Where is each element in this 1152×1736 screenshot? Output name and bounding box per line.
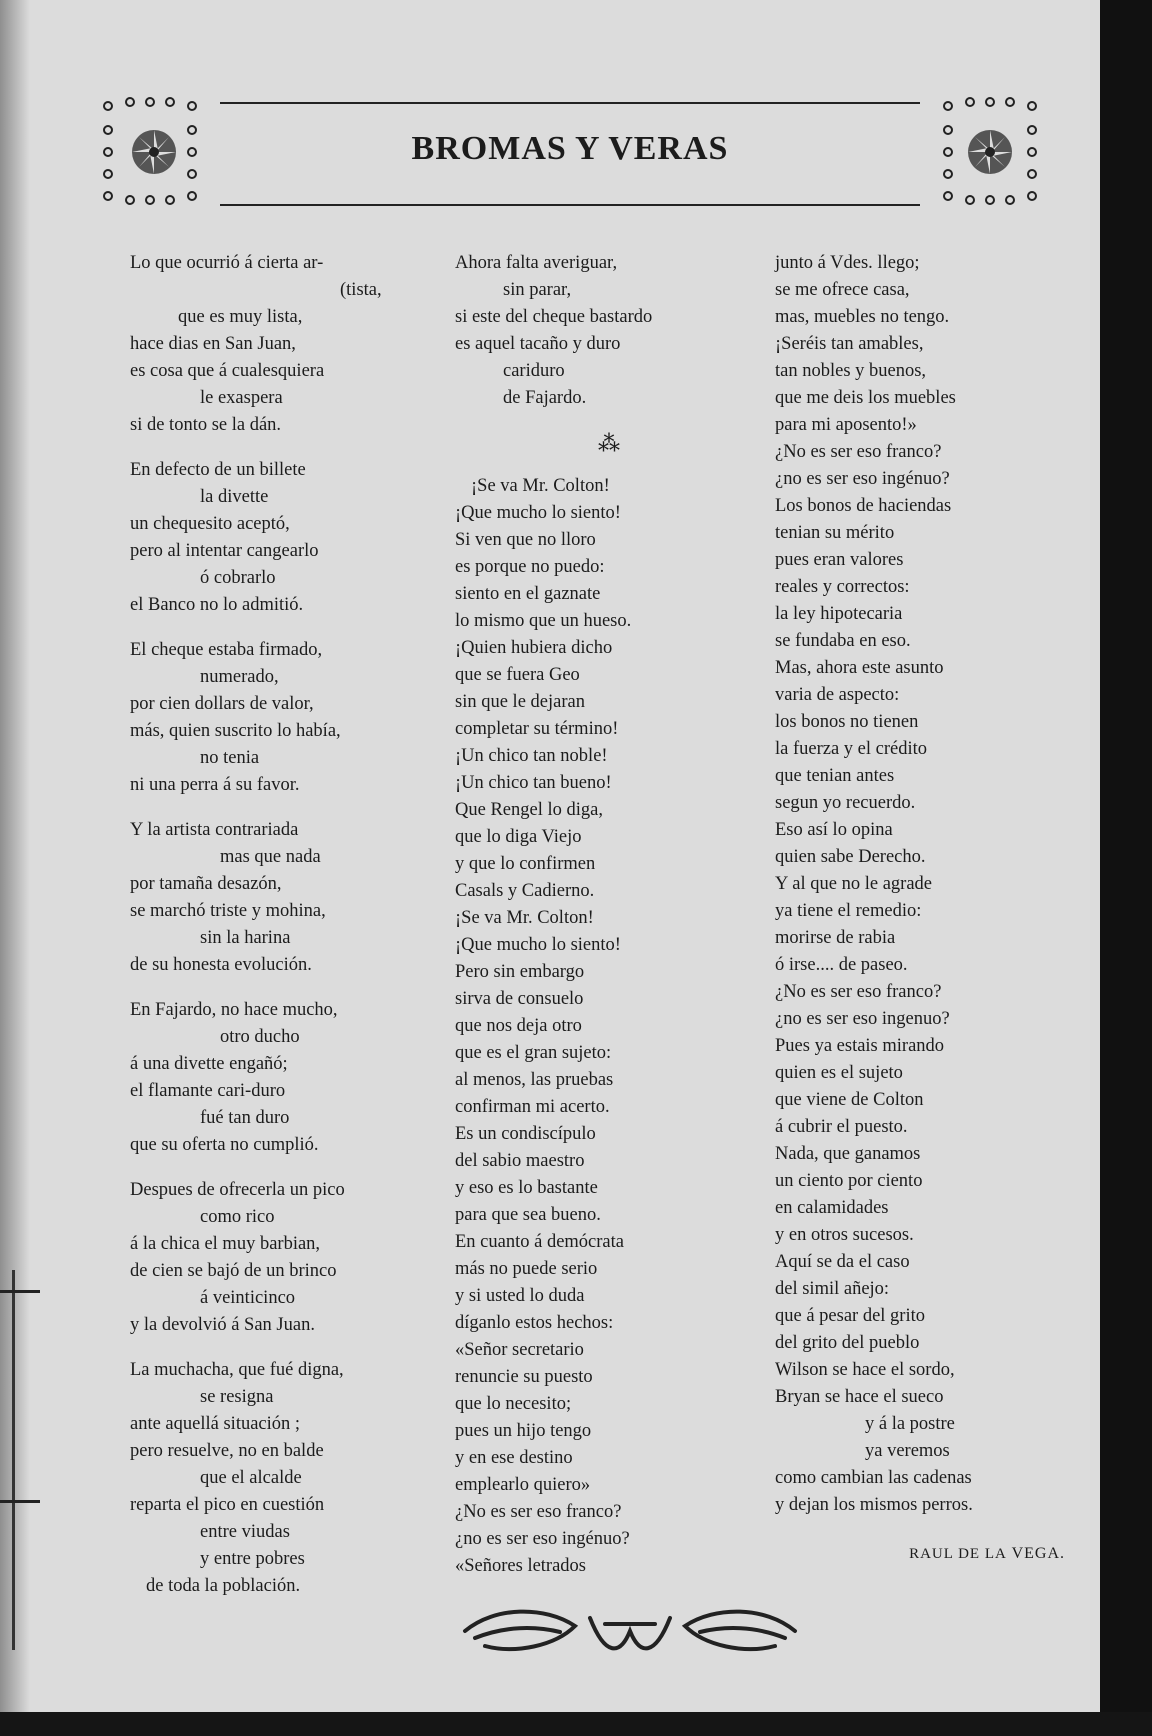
verse-line: á una divette engañó; bbox=[130, 1054, 288, 1074]
verse-line: ¿No es ser eso franco? bbox=[455, 1502, 622, 1522]
verse-line: sin parar, bbox=[503, 280, 572, 300]
verse-line: de Fajardo. bbox=[503, 388, 587, 408]
verse-line: más, quien suscrito lo había, bbox=[130, 721, 341, 741]
verse-line: ó irse.... de paseo. bbox=[775, 955, 908, 975]
verse-line: «Señores letrados bbox=[455, 1556, 587, 1576]
verse-line: se marchó triste y mohina, bbox=[130, 901, 326, 921]
verse-line: que me deis los muebles bbox=[775, 388, 956, 408]
verse-line: Ahora falta averiguar, bbox=[455, 253, 618, 273]
signature-block bbox=[775, 1524, 1075, 1568]
verse-line: es aquel tacaño y duro bbox=[455, 334, 621, 354]
verse-line: le exaspera bbox=[200, 388, 283, 408]
verse-line: fué tan duro bbox=[200, 1108, 290, 1128]
verse-line: ¿No es ser eso franco? bbox=[775, 442, 942, 462]
verse-line: otro ducho bbox=[220, 1027, 300, 1047]
verse-line: ¡Que mucho lo siento! bbox=[455, 935, 621, 955]
verse-line: renuncie su puesto bbox=[455, 1367, 593, 1387]
verse-line: y en otros sucesos. bbox=[775, 1225, 914, 1245]
verse-line: de toda la población. bbox=[146, 1576, 301, 1596]
verse-line: la fuerza y el crédito bbox=[775, 739, 928, 759]
verse-line: ¡Se va Mr. Colton! bbox=[455, 908, 594, 928]
verse-line: que el alcalde bbox=[200, 1468, 302, 1488]
verse-line: quien sabe Derecho. bbox=[775, 847, 926, 867]
verse-line: que á pesar del grito bbox=[775, 1306, 925, 1326]
verse-line: segun yo recuerdo. bbox=[775, 793, 916, 813]
verse-line: para mi aposento!» bbox=[775, 415, 917, 435]
verse-line: al menos, las pruebas bbox=[455, 1070, 614, 1090]
verse-line: que viene de Colton bbox=[775, 1090, 924, 1110]
verse-line: que lo necesito; bbox=[455, 1394, 572, 1414]
verse-line: como rico bbox=[200, 1207, 275, 1227]
verse-line: La muchacha, que fué digna, bbox=[130, 1360, 344, 1380]
verse-line: díganlo estos hechos: bbox=[455, 1313, 614, 1333]
verse-line: es porque no puedo: bbox=[455, 557, 605, 577]
verse-line: por tamaña desazón, bbox=[130, 874, 282, 894]
stanza bbox=[130, 1357, 440, 1600]
verse-line: junto á Vdes. llego; bbox=[775, 253, 920, 273]
verse-line: que se fuera Geo bbox=[455, 665, 580, 685]
verse-line: siento en el gaznate bbox=[455, 584, 601, 604]
verse-line: ¡Se va Mr. Colton! bbox=[471, 476, 610, 496]
verse-line: ¡Un chico tan noble! bbox=[455, 746, 608, 766]
verse-line: del simil añejo: bbox=[775, 1279, 890, 1299]
verse-line: del grito del pueblo bbox=[775, 1333, 920, 1353]
verse-line: entre viudas bbox=[200, 1522, 290, 1542]
verse-line: un ciento por ciento bbox=[775, 1171, 923, 1191]
verse-line: emplearlo quiero» bbox=[455, 1475, 591, 1495]
verse-line: lo mismo que un hueso. bbox=[455, 611, 632, 631]
verse-line: hace dias en San Juan, bbox=[130, 334, 296, 354]
verse-line: ¡Que mucho lo siento! bbox=[455, 503, 621, 523]
verse-line: (tista, bbox=[340, 280, 382, 300]
verse-line: el Banco no lo admitió. bbox=[130, 595, 304, 615]
verse-line: Wilson se hace el sordo, bbox=[775, 1360, 955, 1380]
verse-line: Mas, ahora este asunto bbox=[775, 658, 944, 678]
verse-line: ¿no es ser eso ingénuo? bbox=[775, 469, 950, 489]
verse-line: y á la postre bbox=[865, 1414, 955, 1434]
verse-line: Aquí se da el caso bbox=[775, 1252, 910, 1272]
poem-column-3 bbox=[775, 250, 1095, 1537]
verse-line: pues eran valores bbox=[775, 550, 904, 570]
verse-line: se me ofrece casa, bbox=[775, 280, 910, 300]
verse-line: Pues ya estais mirando bbox=[775, 1036, 945, 1056]
asterism: ⁂ bbox=[598, 431, 622, 456]
verse-line: Es un condiscípulo bbox=[455, 1124, 596, 1144]
verse-line: como cambian las cadenas bbox=[775, 1468, 972, 1488]
verse-line: ¡Un chico tan bueno! bbox=[455, 773, 612, 793]
verse-line: de su honesta evolución. bbox=[130, 955, 312, 975]
verse-line: ya veremos bbox=[865, 1441, 950, 1461]
verse-line: ó cobrarlo bbox=[200, 568, 276, 588]
binding-stitch bbox=[0, 1290, 40, 1293]
verse-line: y en ese destino bbox=[455, 1448, 573, 1468]
verse-line: Y la artista contrariada bbox=[130, 820, 299, 840]
verse-line: sin la harina bbox=[200, 928, 291, 948]
stanza bbox=[130, 817, 440, 979]
signature-last: VEGA. bbox=[1011, 1545, 1065, 1562]
verse-line: y si usted lo duda bbox=[455, 1286, 585, 1306]
verse-line: y dejan los mismos perros. bbox=[775, 1495, 973, 1515]
verse-line: ni una perra á su favor. bbox=[130, 775, 300, 795]
verse-line: se resigna bbox=[200, 1387, 274, 1407]
verse-line: Los bonos de haciendas bbox=[775, 496, 952, 516]
page-title: BROMAS Y VERAS bbox=[411, 130, 729, 167]
stanza bbox=[775, 250, 1095, 1519]
verse-line: que su oferta no cumplió. bbox=[130, 1135, 319, 1155]
verse-line: reparta el pico en cuestión bbox=[130, 1495, 325, 1515]
verse-line: ¡Seréis tan amables, bbox=[775, 334, 924, 354]
corner-ornament-left bbox=[100, 92, 210, 212]
stanza bbox=[130, 457, 440, 619]
verse-line: es cosa que á cualesquiera bbox=[130, 361, 325, 381]
verse-line: completar su término! bbox=[455, 719, 619, 739]
verse-line: Y al que no le agrade bbox=[775, 874, 933, 894]
stanza bbox=[130, 250, 440, 439]
scan-right-edge bbox=[1100, 0, 1152, 1736]
verse-line: Si ven que no lloro bbox=[455, 530, 596, 550]
verse-line: mas, muebles no tengo. bbox=[775, 307, 950, 327]
verse-line: para que sea bueno. bbox=[455, 1205, 601, 1225]
verse-line: que tenian antes bbox=[775, 766, 895, 786]
verse-line: de cien se bajó de un brinco bbox=[130, 1261, 337, 1281]
verse-line: «Señor secretario bbox=[455, 1340, 584, 1360]
verse-line: confirman mi acerto. bbox=[455, 1097, 610, 1117]
verse-line: no tenia bbox=[200, 748, 260, 768]
verse-line: los bonos no tienen bbox=[775, 712, 919, 732]
verse-line: del sabio maestro bbox=[455, 1151, 585, 1171]
verse-line: cariduro bbox=[503, 361, 565, 381]
verse-line: Pero sin embargo bbox=[455, 962, 585, 982]
binding-stitch bbox=[0, 1500, 40, 1503]
verse-line: morirse de rabia bbox=[775, 928, 896, 948]
header-rule-bottom bbox=[220, 204, 920, 206]
verse-line: ¿no es ser eso ingénuo? bbox=[455, 1529, 630, 1549]
verse-line: En Fajardo, no hace mucho, bbox=[130, 1000, 338, 1020]
binding-thread bbox=[12, 1270, 15, 1650]
verse-line: á cubrir el puesto. bbox=[775, 1117, 908, 1137]
verse-line: que nos deja otro bbox=[455, 1016, 582, 1036]
signature-first: RAUL DE LA bbox=[909, 1546, 1007, 1562]
verse-line: mas que nada bbox=[220, 847, 321, 867]
verse-line: y que lo confirmen bbox=[455, 854, 596, 874]
verse-line: ante aquellá situación ; bbox=[130, 1414, 301, 1434]
verse-line: á veinticinco bbox=[200, 1288, 296, 1308]
section-header bbox=[100, 92, 1040, 212]
verse-line: y la devolvió á San Juan. bbox=[130, 1315, 315, 1335]
verse-line: quien es el sujeto bbox=[775, 1063, 903, 1083]
verse-line: ¿No es ser eso franco? bbox=[775, 982, 942, 1002]
verse-line: En defecto de un billete bbox=[130, 460, 306, 480]
verse-line: en calamidades bbox=[775, 1198, 889, 1218]
verse-line: varia de aspecto: bbox=[775, 685, 900, 705]
verse-line: más no puede serio bbox=[455, 1259, 598, 1279]
stanza bbox=[130, 997, 440, 1159]
verse-line: la ley hipotecaria bbox=[775, 604, 903, 624]
verse-line: Eso así lo opina bbox=[775, 820, 893, 840]
verse-line: Despues de ofrecerla un pico bbox=[130, 1180, 345, 1200]
verse-line: si de tonto se la dán. bbox=[130, 415, 282, 435]
poem-column-2 bbox=[455, 250, 765, 1598]
verse-line: pero resuelve, no en balde bbox=[130, 1441, 324, 1461]
verse-line: que es muy lista, bbox=[178, 307, 303, 327]
scan-bottom-edge bbox=[0, 1712, 1152, 1736]
verse-line: reales y correctos: bbox=[775, 577, 910, 597]
verse-line: El cheque estaba firmado, bbox=[130, 640, 323, 660]
verse-line: numerado, bbox=[200, 667, 279, 687]
verse-line: si este del cheque bastardo bbox=[455, 307, 653, 327]
verse-line: la divette bbox=[200, 487, 269, 507]
page-gutter-shadow bbox=[0, 0, 30, 1736]
verse-line: el flamante cari-duro bbox=[130, 1081, 286, 1101]
verse-line: ¿no es ser eso ingenuo? bbox=[775, 1009, 950, 1029]
verse-line: y entre pobres bbox=[200, 1549, 305, 1569]
stanza bbox=[130, 637, 440, 799]
verse-line: Lo que ocurrió á cierta ar- bbox=[130, 253, 324, 273]
verse-line: un chequesito aceptó, bbox=[130, 514, 290, 534]
verse-line: sin que le dejaran bbox=[455, 692, 585, 712]
corner-ornament-right bbox=[930, 92, 1040, 212]
footer-ornament bbox=[455, 1596, 805, 1666]
verse-line: tenian su mérito bbox=[775, 523, 895, 543]
verse-line: pero al intentar cangearlo bbox=[130, 541, 319, 561]
verse-line: y eso es lo bastante bbox=[455, 1178, 598, 1198]
verse-line: Bryan se hace el sueco bbox=[775, 1387, 944, 1407]
stanza bbox=[130, 1177, 440, 1339]
header-rule-top bbox=[220, 102, 920, 104]
verse-line: ya tiene el remedio: bbox=[775, 901, 922, 921]
poem-column-1 bbox=[130, 250, 440, 1618]
verse-line: En cuanto á demócrata bbox=[455, 1232, 624, 1252]
verse-line: ¡Quien hubiera dicho bbox=[455, 638, 613, 658]
verse-line: por cien dollars de valor, bbox=[130, 694, 314, 714]
verse-line: pues un hijo tengo bbox=[455, 1421, 592, 1441]
verse-line: Que Rengel lo diga, bbox=[455, 800, 603, 820]
verse-line: se fundaba en eso. bbox=[775, 631, 911, 651]
verse-line: Casals y Cadierno. bbox=[455, 881, 595, 901]
verse-line: que lo diga Viejo bbox=[455, 827, 582, 847]
author-signature bbox=[775, 1540, 1075, 1568]
stanza bbox=[455, 473, 765, 1580]
verse-line: que es el gran sujeto: bbox=[455, 1043, 612, 1063]
verse-line: Nada, que ganamos bbox=[775, 1144, 921, 1164]
verse-line: tan nobles y buenos, bbox=[775, 361, 927, 381]
verse-line: á la chica el muy barbian, bbox=[130, 1234, 321, 1254]
stanza bbox=[455, 250, 765, 412]
verse-line: sirva de consuelo bbox=[455, 989, 584, 1009]
